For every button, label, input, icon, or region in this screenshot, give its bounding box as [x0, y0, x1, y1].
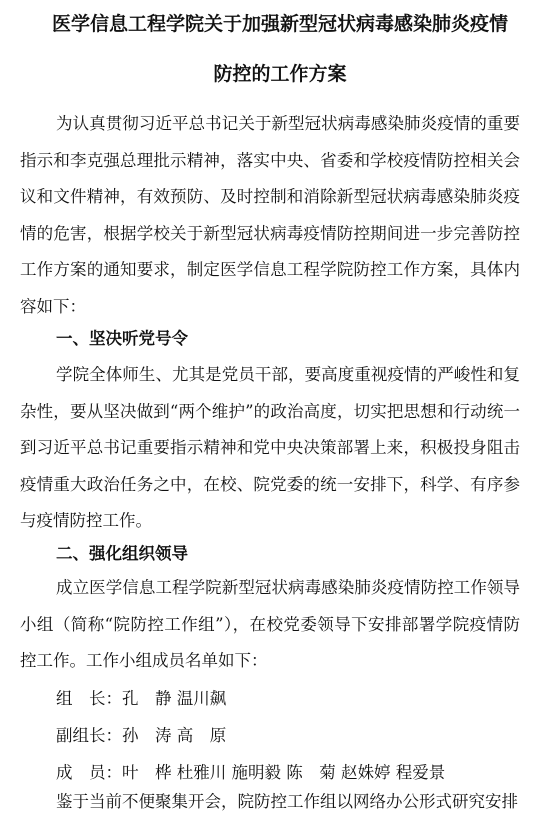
member-deputy-leader: 副组长：孙 涛 高 原 — [56, 726, 227, 745]
document-title-line-2: 防控的工作方案 — [213, 63, 347, 85]
intro-paragraph: 为认真贯彻习近平总书记关于新型冠状病毒感染肺炎疫情的重要指示和李克强总理批示精神，落实中央、省委和学校疫情防控相关会议和文件精神，有效预防、及时控制和消除新型冠状病毒感染肺炎疫情的危害，根据学校关于新型冠状病毒疫情防控期间进一步完善防控工作方案的通知要求，制定医学信息工程学院防控工作方案，具体内容如下： — [20, 114, 520, 316]
section-1-heading: 一、坚决听党号令 — [56, 329, 188, 348]
section-2-paragraph: 成立医学信息工程学院新型冠状病毒感染肺炎疫情防控工作领导小组（简称“院防控工作组”），在校党委领导下安排部署学院疫情防控工作。工作小组成员名单如下： — [20, 578, 520, 671]
document-title-line-1: 医学信息工程学院关于加强新型冠状病毒感染肺炎疫情 — [51, 13, 508, 35]
section-1-paragraph: 学院全体师生、尤其是党员干部，要高度重视疫情的严峻性和复杂性，要从坚决做到“两个维护”的政治高度，切实把思想和行动统一到习近平总书记重要指示精神和党中央决策部署上来，积极投身阻击疫情重大政治任务之中，在校、院党委的统一安排下，科学、有序参与疫情防控工作。 — [20, 365, 520, 531]
member-leader: 组 长：孔 静 温川飙 — [56, 689, 227, 708]
closing-paragraph: 鉴于当前不便聚集开会，院防控工作组以网络办公形式研究安排 — [56, 792, 518, 811]
member-members: 成 员：叶 桦 杜雅川 施明毅 陈 菊 赵姝婷 程爱景 — [56, 763, 446, 782]
section-2-heading: 二、强化组织领导 — [56, 544, 188, 563]
